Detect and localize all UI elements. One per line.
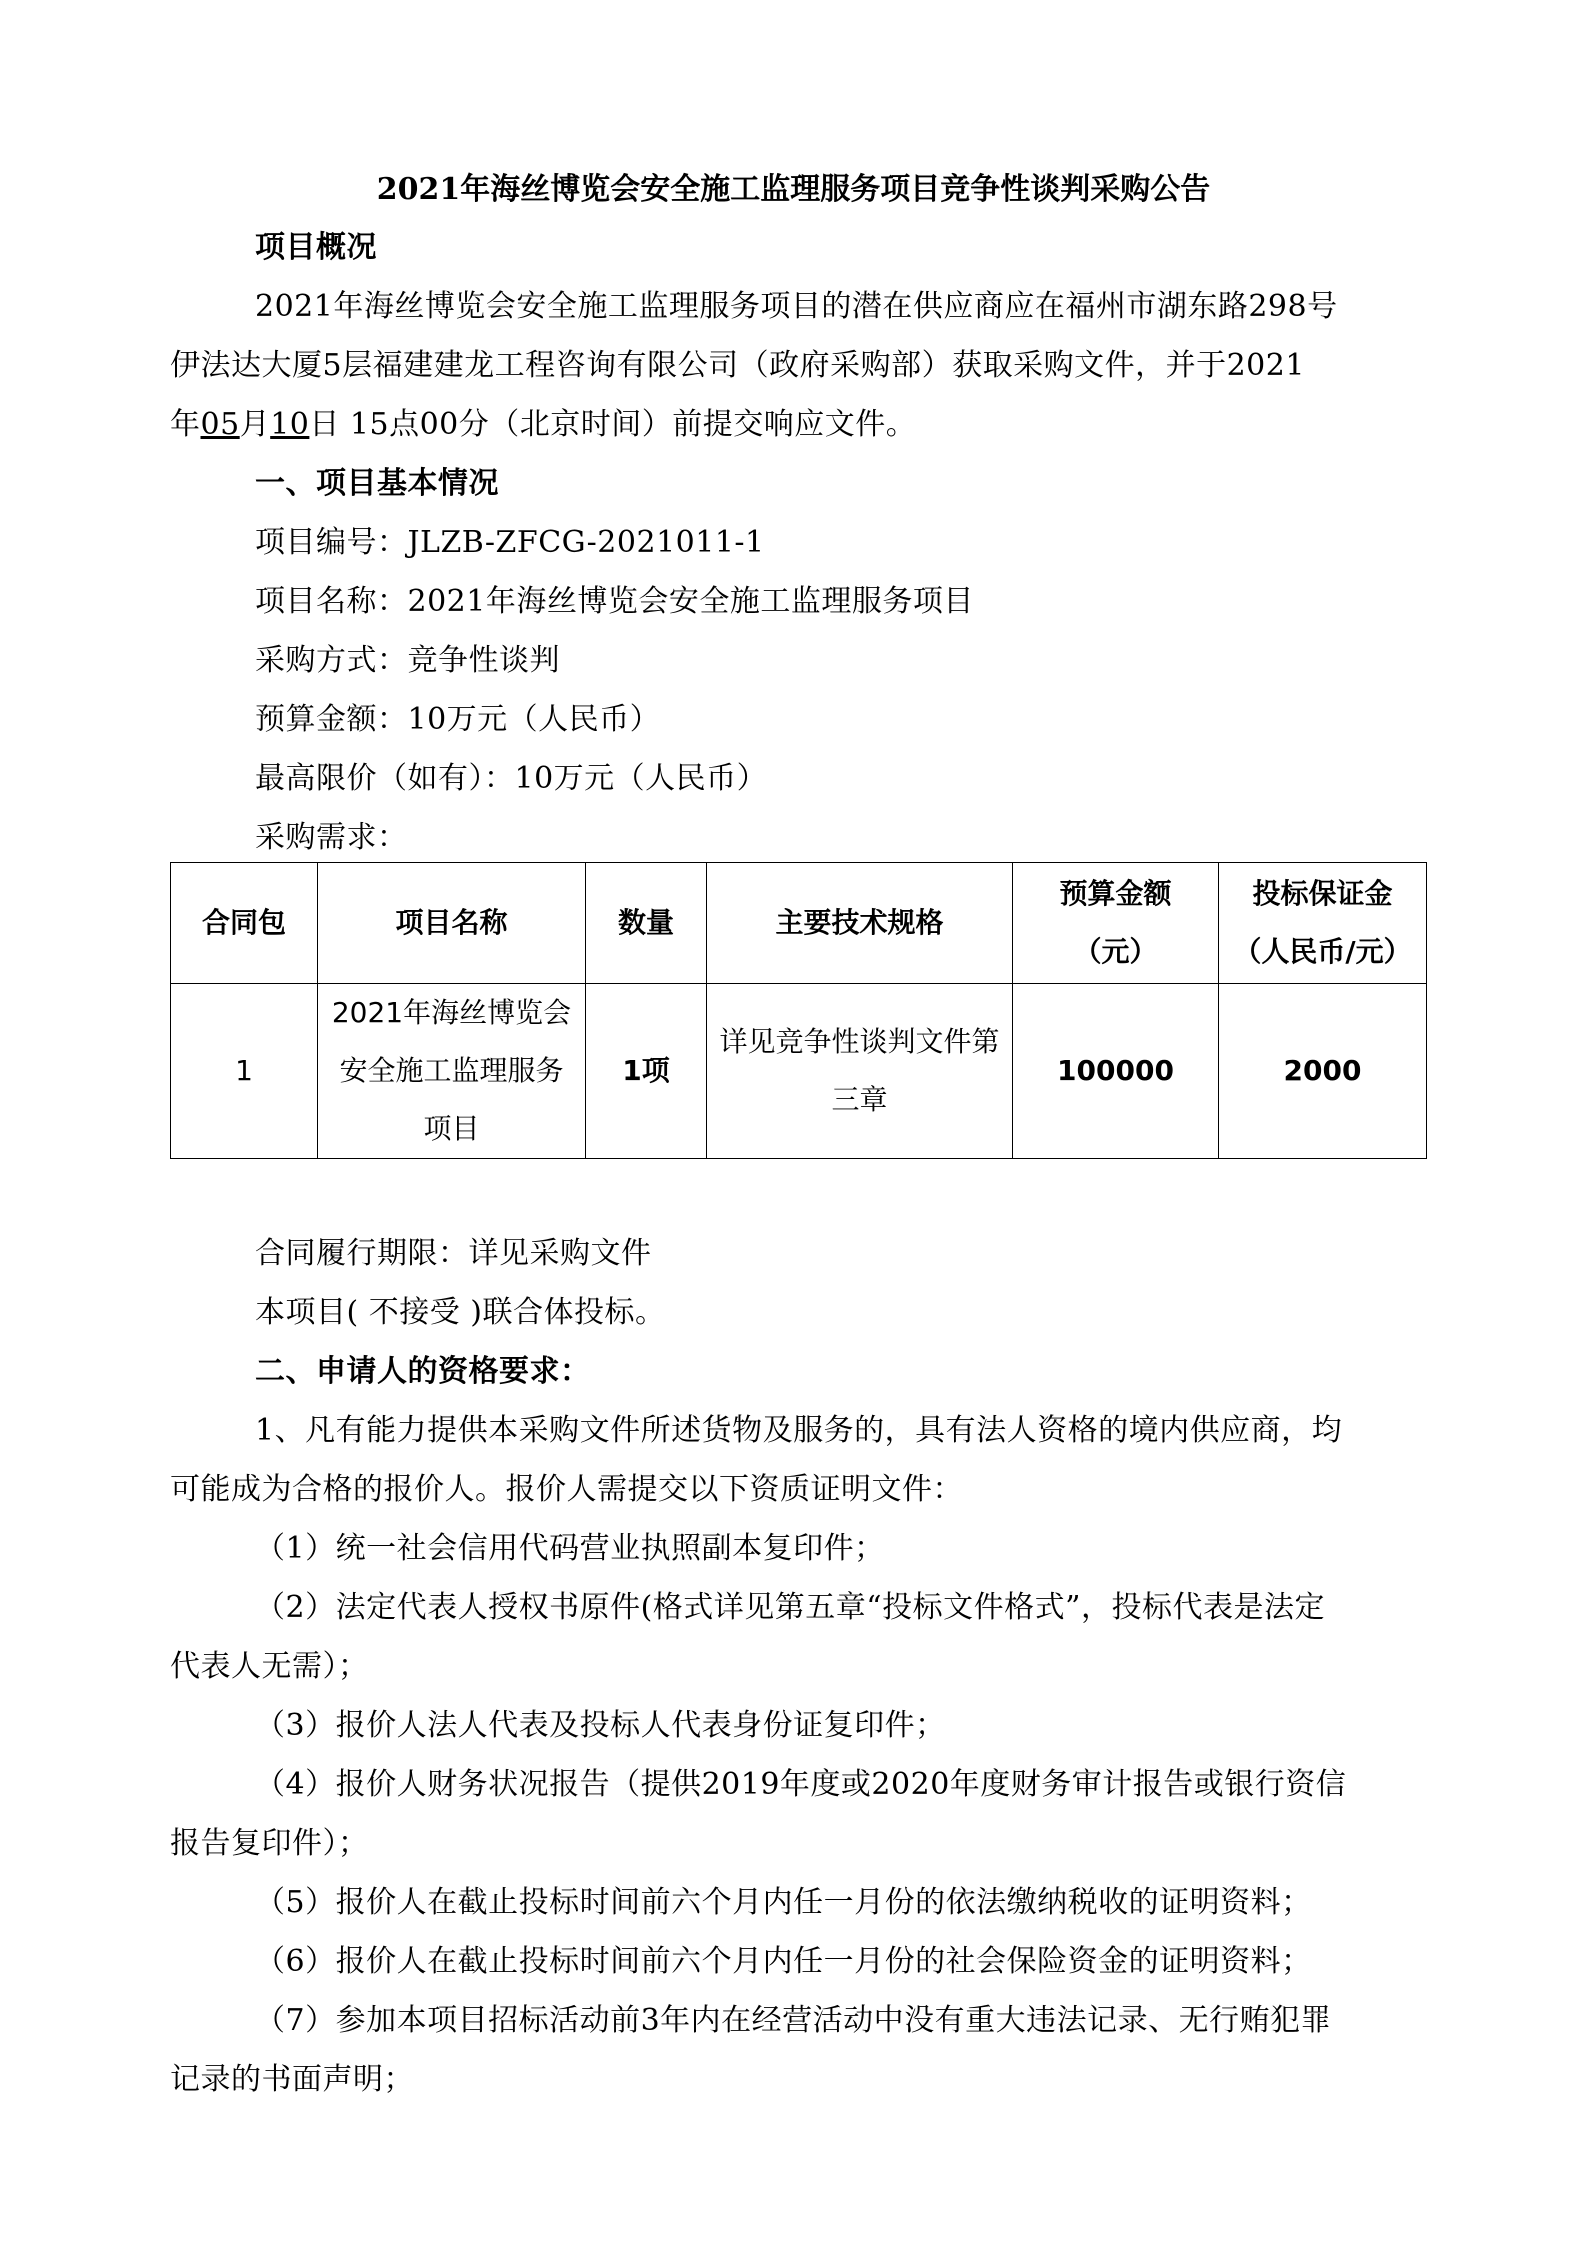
table-row	[171, 984, 1427, 1159]
requirement-item-4-line-2: 报告复印件）；	[170, 1826, 369, 1861]
cell-deposit: 2000	[1219, 984, 1427, 1159]
procurement-method: 采购方式：竞争性谈判	[255, 643, 560, 678]
project-code: 项目编号：JLZB-ZFCG-2021011-1	[255, 525, 765, 560]
header-budget: 预算金额（元）	[1013, 863, 1219, 984]
budget-amount: 预算金额：10万元（人民币）	[255, 702, 661, 737]
procurement-needs-label: 采购需求：	[255, 820, 408, 855]
requirement-1-line-1: 1、凡有能力提供本采购文件所述货物及服务的，具有法人资格的境内供应商，均	[255, 1413, 1343, 1448]
requirement-item-2-line-1: （2）法定代表人授权书原件(格式详见第五章“投标文件格式”，投标代表是法定	[255, 1590, 1325, 1625]
section-2-heading: 二、申请人的资格要求：	[255, 1354, 591, 1389]
deadline-month: 05	[200, 407, 240, 442]
max-price: 最高限价（如有）：10万元（人民币）	[255, 761, 768, 796]
overview-heading: 项目概况	[255, 230, 377, 265]
overview-text: 日 15点00分（北京时间）前提交响应文件。	[309, 407, 917, 442]
contract-period: 合同履行期限：详见采购文件	[255, 1236, 652, 1271]
requirements-table	[170, 862, 1427, 1159]
header-project-name: 项目名称	[318, 863, 586, 984]
requirement-item-7-line-2: 记录的书面声明；	[170, 2062, 414, 2097]
requirement-item-4-line-1: （4）报价人财务状况报告（提供2019年度或2020年度财务审计报告或银行资信	[255, 1767, 1347, 1802]
overview-text: 月	[239, 407, 271, 442]
overview-line-2: 伊法达大厦5层福建建龙工程咨询有限公司（政府采购部）获取采购文件，并于2021	[170, 348, 1305, 383]
consortium-note: 本项目( 不接受 )联合体投标。	[255, 1295, 666, 1330]
overview-line-1: 2021年海丝博览会安全施工监理服务项目的潜在供应商应在福州市湖东路298号	[255, 289, 1338, 324]
requirement-item-3: （3）报价人法人代表及投标人代表身份证复印件；	[255, 1708, 946, 1743]
cell-project-name: 2021年海丝博览会安全施工监理服务项目	[318, 984, 586, 1159]
requirement-item-2-line-2: 代表人无需）；	[170, 1649, 369, 1684]
cell-budget: 100000	[1013, 984, 1219, 1159]
requirement-item-6: （6）报价人在截止投标时间前六个月内任一月份的社会保险资金的证明资料；	[255, 1944, 1312, 1979]
requirement-item-7-line-1: （7）参加本项目招标活动前3年内在经营活动中没有重大违法记录、无行贿犯罪	[255, 2003, 1332, 2038]
document-title: 2021年海丝博览会安全施工监理服务项目竞争性谈判采购公告	[376, 172, 1211, 207]
overview-text: 年	[170, 407, 201, 442]
overview-line-3	[170, 405, 916, 445]
header-package: 合同包	[171, 863, 318, 984]
header-deposit: 投标保证金（人民币/元）	[1219, 863, 1427, 984]
cell-package: 1	[171, 984, 318, 1159]
cell-tech-spec: 详见竞争性谈判文件第三章	[707, 984, 1013, 1159]
header-tech-spec: 主要技术规格	[707, 863, 1013, 984]
header-quantity: 数量	[586, 863, 707, 984]
requirement-item-1: （1）统一社会信用代码营业执照副本复印件；	[255, 1531, 885, 1566]
cell-quantity: 1项	[586, 984, 707, 1159]
section-1-heading: 一、项目基本情况	[255, 466, 499, 501]
project-name: 项目名称：2021年海丝博览会安全施工监理服务项目	[255, 584, 974, 619]
deadline-day: 10	[270, 407, 310, 442]
table-header-row	[171, 863, 1427, 984]
requirement-item-5: （5）报价人在截止投标时间前六个月内任一月份的依法缴纳税收的证明资料；	[255, 1885, 1312, 1920]
requirement-1-line-2: 可能成为合格的报价人。报价人需提交以下资质证明文件：	[170, 1472, 963, 1507]
